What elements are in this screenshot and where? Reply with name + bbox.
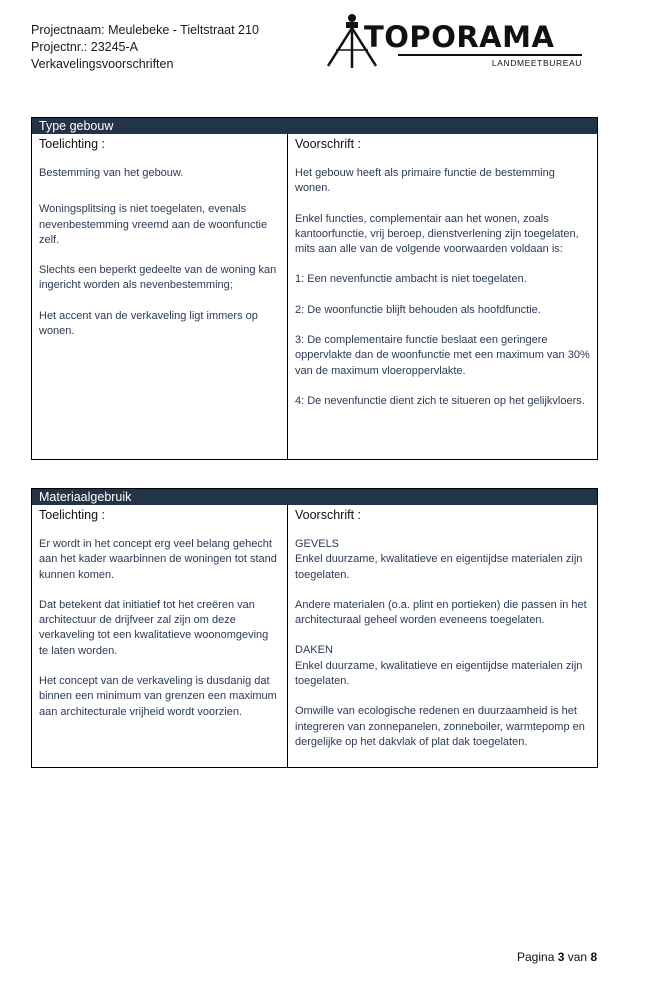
paragraph: Enkel functies, complementair aan het wonen, zoals kantoorfunctie, vrij beroep, dienstverlening zijn toegelaten, mits aan alle van de volgende voorwaarden voldaan is: [295, 212, 579, 256]
page-label: Pagina [517, 950, 555, 964]
column-heading: Voorschrift : [295, 508, 361, 522]
column-heading: Toelichting : [39, 137, 106, 151]
paragraph: 2: De woonfunctie blijft behouden als hoofdfunctie. [295, 303, 541, 316]
section-type-gebouw [31, 117, 598, 460]
paragraph: Andere materialen (o.a. plint en portieken) die passen in het architecturaal geheel worden eveneens toegelaten. [295, 598, 587, 627]
column-heading: Voorschrift : [295, 137, 361, 151]
paragraph: Het accent van de verkaveling ligt immers op wonen. [39, 309, 258, 338]
paragraph: Het gebouw heeft als primaire functie de bestemming wonen. [295, 167, 555, 195]
section-title: Materiaalgebruik [32, 488, 597, 505]
voorschrift-column [288, 134, 597, 459]
total-pages: 8 [590, 950, 598, 964]
paragraph: Het concept van de verkaveling is dusdanig dat binnen een minimum van grenzen een maximum aan architecturale vrijheid wordt voorzien. [39, 675, 277, 718]
toelichting-column [32, 134, 288, 459]
page-separator: van [567, 950, 588, 964]
paragraph: DAKEN Enkel duurzame, kwalitatieve en eigentijdse materialen zijn toegelaten. [295, 644, 583, 688]
logo-wordmark: TOPORAMA [364, 20, 555, 54]
current-page: 3 [557, 950, 565, 964]
paragraph: 4: De nevenfunctie dient zich te situeren op het gelijkvloers. [295, 394, 585, 407]
section-materiaalgebruik [31, 488, 598, 768]
paragraph: Er wordt in het concept erg veel belang gehecht aan het kader waarbinnen de woningen tot stand kunnen komen. [39, 538, 277, 581]
logo-underline [398, 54, 582, 56]
project-number: Projectnr.: 23245-A [31, 40, 139, 54]
paragraph: Bestemming van het gebouw. [39, 167, 184, 179]
page-number [517, 950, 597, 964]
paragraph: 1: Een nevenfunctie ambacht is niet toegelaten. [295, 273, 527, 286]
logo-tagline: LANDMEETBUREAU [491, 58, 582, 68]
paragraph: Dat betekent dat initiatief tot het creëren van architectuur de drijfveer zal zijn om deze verkaveling tot een kwalitatieve woonomgeving te laten worden. [39, 598, 269, 657]
toporama-logo [322, 10, 584, 72]
document-title: Verkavelingsvoorschriften [31, 57, 174, 71]
document-header [31, 22, 259, 73]
paragraph: Slechts een beperkt gedeelte van de woning kan ingericht worden als nevenbestemming; [39, 264, 277, 292]
column-heading: Toelichting : [39, 508, 106, 522]
paragraph: Woningsplitsing is niet toegelaten, evenals nevenbestemming vreemd aan de woonfunctie zelf. [39, 203, 268, 246]
project-name: Projectnaam: Meulebeke - Tieltstraat 210 [31, 23, 259, 37]
paragraph: 3: De complementaire functie beslaat een geringere oppervlakte dan de woonfunctie met een maximum van 30% van de maximum vloeroppervlakte. [295, 334, 590, 377]
toelichting-column [32, 505, 288, 767]
voorschrift-column [288, 505, 597, 767]
paragraph: Omwille van ecologische redenen en duurzaamheid is het integreren van zonnepanelen, zonneboiler, warmtepomp en dergelijke op het dakvlak of plat dak toegelaten. [295, 705, 585, 748]
paragraph: GEVELS Enkel duurzame, kwalitatieve en eigentijdse materialen zijn toegelaten. [295, 538, 583, 581]
section-title: Type gebouw [32, 117, 597, 134]
